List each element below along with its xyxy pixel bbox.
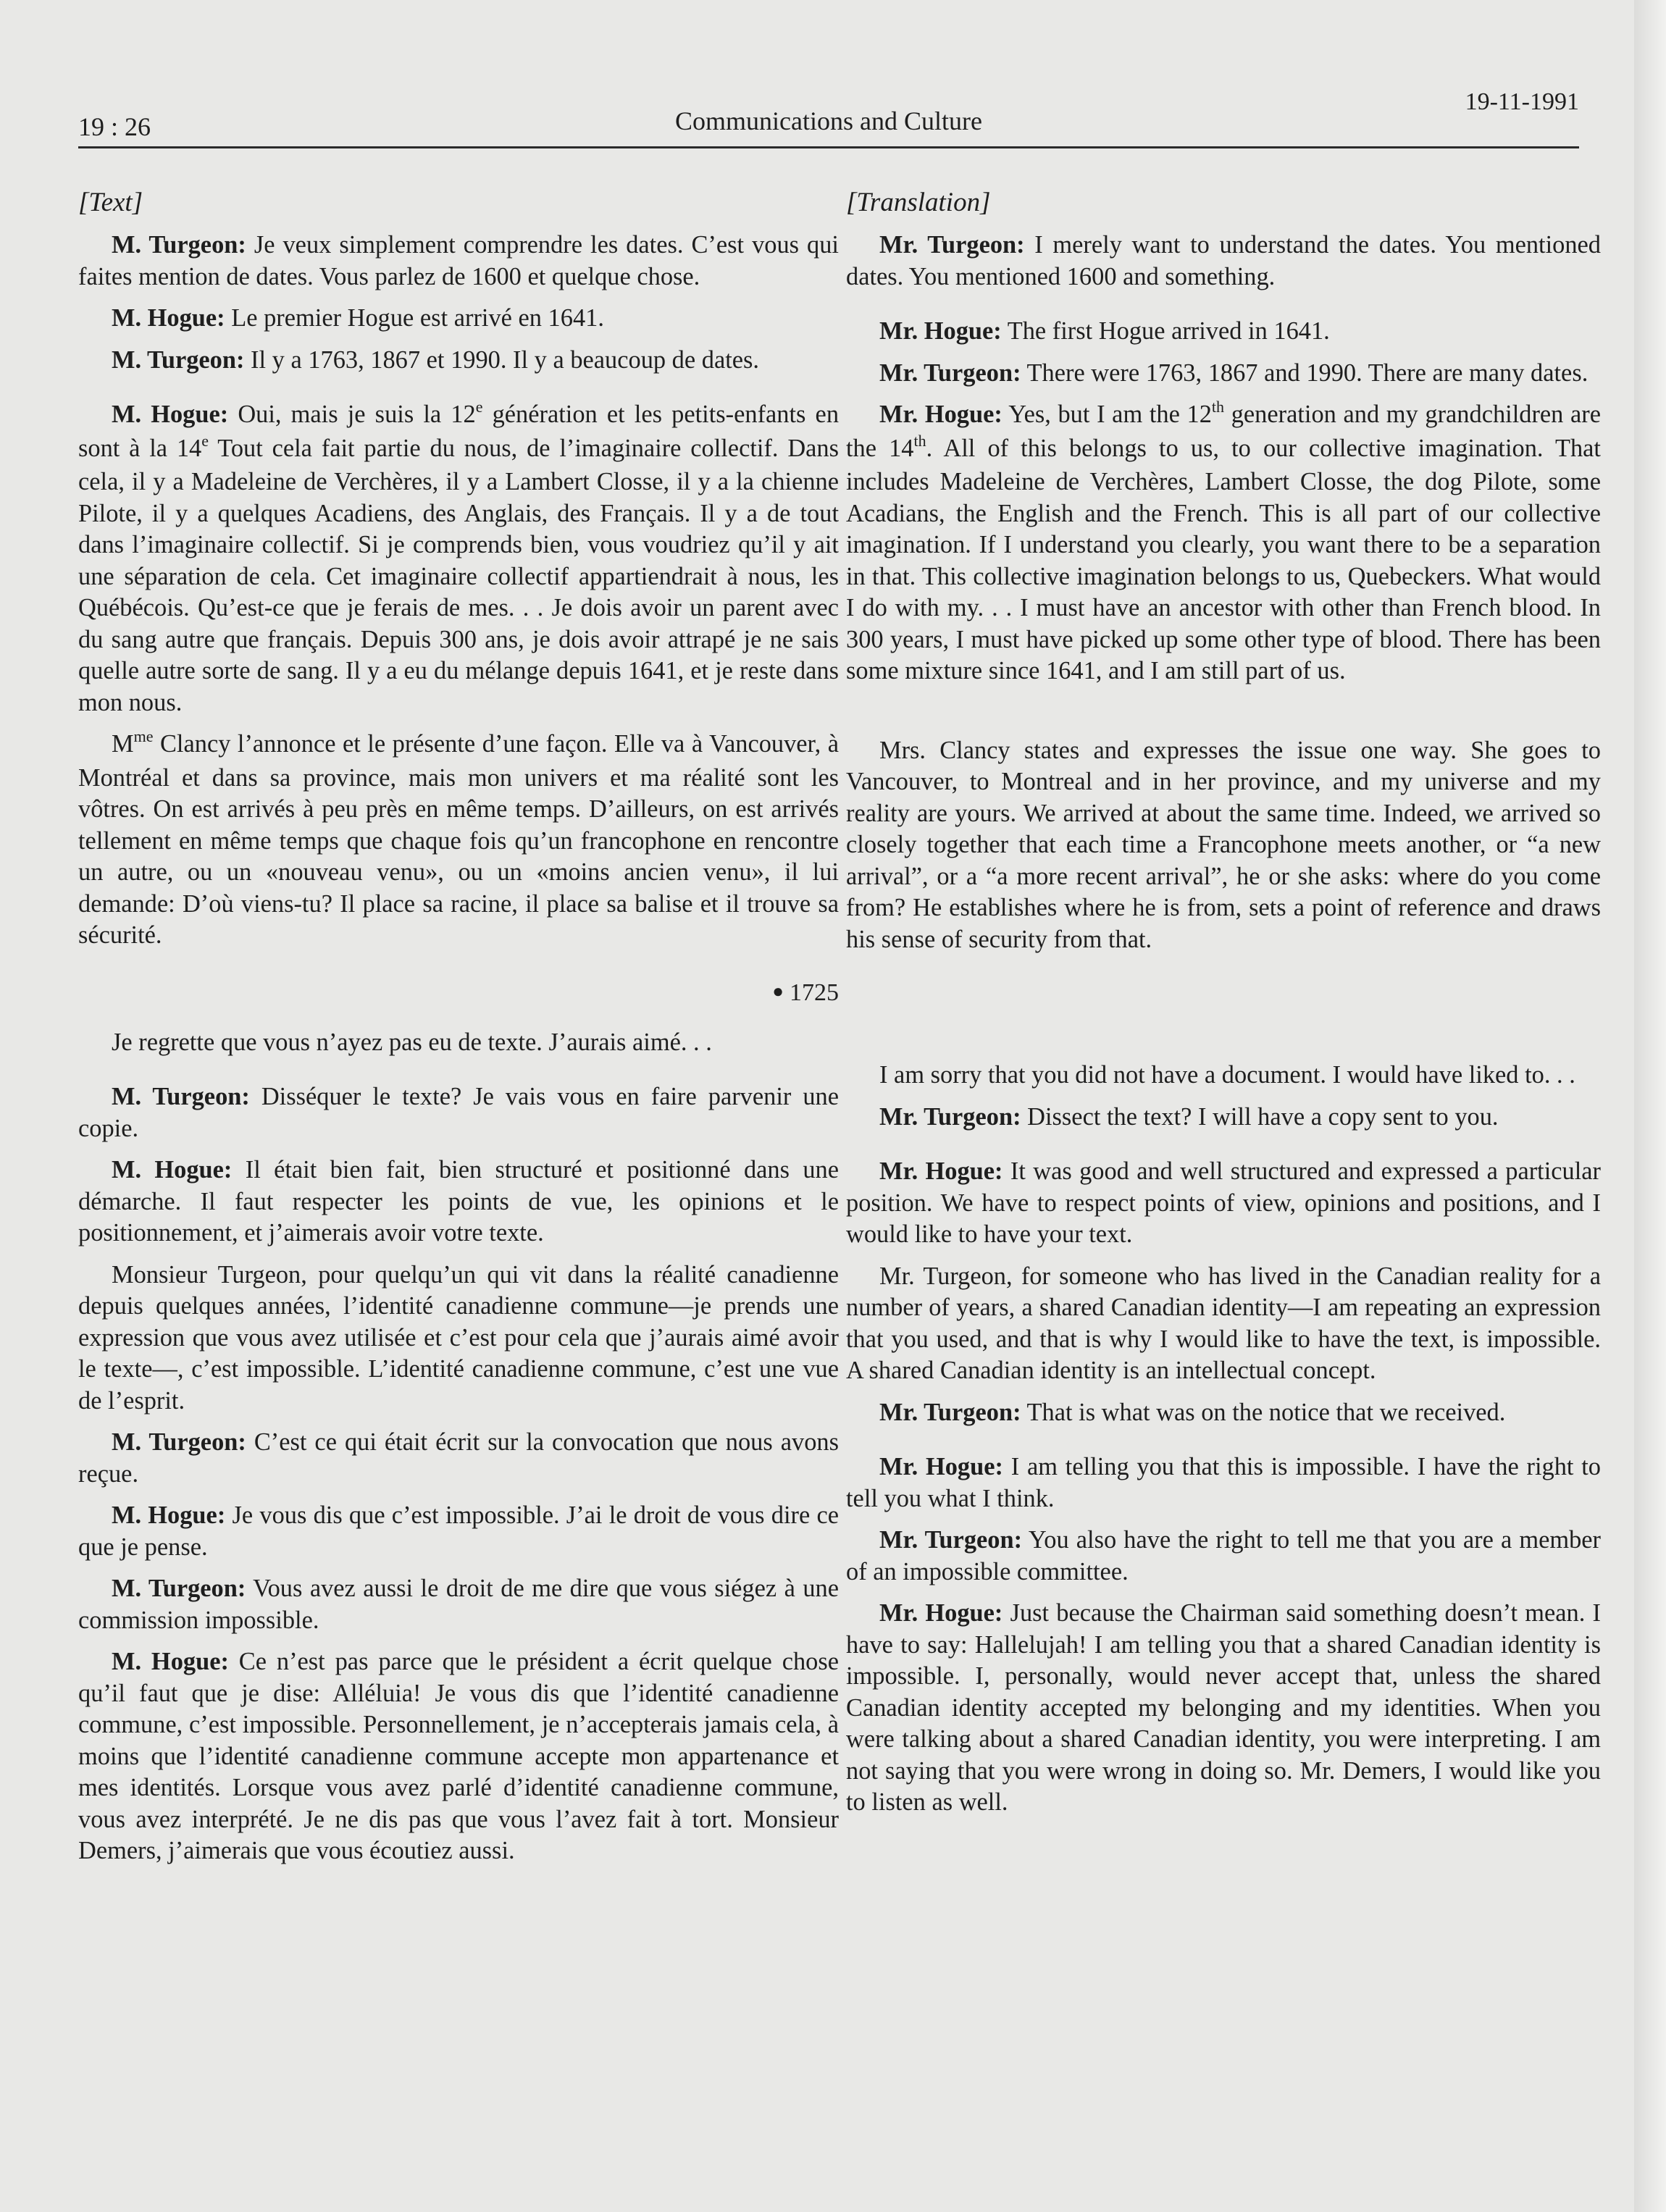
speech-text: generation and my grandchildren are the 14 xyxy=(846,401,1602,462)
paragraph xyxy=(846,1451,1601,1515)
speech-text: The first Hogue arrived in 1641. xyxy=(1001,317,1330,345)
column-label: [Text] xyxy=(78,188,143,217)
paragraph xyxy=(846,735,1601,956)
paragraph xyxy=(78,303,839,335)
translation-column xyxy=(846,187,1601,1829)
speech-text: You also have the right to tell me that you are a member of an impossible committee. xyxy=(846,1526,1601,1585)
speech-text: C’est ce qui était écrit sur la convocation que nous avons reçue. xyxy=(78,1428,839,1488)
speech-text: Monsieur Turgeon, pour quelqu’un qui vit dans la réalité canadienne depuis quelques années, l’identité canadienne commune—je prends une expression que vous avez utilisée et c’est pour cela que j’aurais aimé avoir le texte—, c’est impossible. L’identité canadienne commune, c’est une vue de l’esprit. xyxy=(78,1260,839,1415)
paragraph xyxy=(78,1646,839,1867)
paragraph xyxy=(78,1081,839,1144)
speech-text: Je regrette que vous n’ayez pas eu de texte. J’aurais aimé. . . xyxy=(112,1028,712,1056)
paragraph xyxy=(78,399,839,719)
speaker: Mr. Hogue: xyxy=(879,317,1002,345)
superscript: th xyxy=(913,431,926,450)
speech-text: I merely want to understand the dates. You mentioned dates. You mentioned 1600 and something. xyxy=(846,231,1602,290)
page-number: 19 : 26 xyxy=(78,112,151,141)
time-marker xyxy=(78,979,839,1007)
paragraph xyxy=(846,358,1601,390)
paragraph xyxy=(846,316,1601,348)
speaker: Mr. Turgeon: xyxy=(879,231,1025,259)
speaker: Mr. Turgeon: xyxy=(879,1102,1021,1131)
speech-text: Dissect the text? I will have a copy sent to you. xyxy=(1021,1102,1499,1131)
paragraph xyxy=(846,1598,1601,1819)
speech-text: It was good and well structured and expressed a particular position. We have to respect points of view, opinions and positions, and I would like to have your text. xyxy=(846,1157,1601,1248)
superscript: me xyxy=(133,727,154,745)
speech-text: Yes, but I am the 12 xyxy=(1002,401,1212,428)
time-marker-value: 1725 xyxy=(790,979,839,1006)
speech-text: Il y a 1763, 1867 et 1990. Il y a beaucoup de dates. xyxy=(244,345,760,374)
speaker: M. Hogue: xyxy=(112,304,225,332)
speech-text: Le premier Hogue est arrivé en 1641. xyxy=(225,304,604,332)
paragraph xyxy=(78,729,839,952)
speaker: Mr. Hogue: xyxy=(879,401,1002,428)
speech-text: I am sorry that you did not have a document. I would have liked to. . . xyxy=(879,1061,1575,1089)
superscript: e xyxy=(201,431,209,450)
speech-text: That is what was on the notice that we received. xyxy=(1021,1398,1506,1426)
paragraph xyxy=(846,1102,1601,1134)
paragraph xyxy=(846,230,1601,293)
speech-text: Just because the Chairman said something doesn’t mean. I have to say: Hallelujah! I am telling you that a shared Canadian identity is impossible. I, personally, would never accept that, unless the shared Canadian identity accepted my belonging and my identities. When you were talking about a shared Canadian identity, you were interpreting. I am not saying that you were wrong in doing so. Mr. Demers, I would like you to listen as well. xyxy=(846,1599,1602,1816)
paragraph xyxy=(78,1427,839,1490)
paragraph xyxy=(78,1573,839,1636)
speaker: M. Turgeon: xyxy=(112,1083,250,1110)
speaker: Mr. Turgeon: xyxy=(879,1526,1023,1554)
speech-text: . All of this belongs to us, to our collective imagination. That includes Madeleine de Verchères, Lambert Closse, the dog Pilote, some Acadians, the English and the French. This is all part of our collective imagination. If I understand you clearly, you want there to be a separation in that. This collective imagination belongs to us, Quebeckers. What would I do with my. . . I must have an ancestor with other than French blood. In 300 years, I must have picked up some other type of blood. There has been some mixture since 1641, and I am still part of us. xyxy=(846,434,1601,684)
speech-text: Tout cela fait partie du nous, de l’imaginaire collectif. Dans cela, il y a Madeleine de Verchères, il y a Lambert Closse, il y a la chienne Pilote, il y a quelques Acadiens, des Anglais, des Français. Il y a de tout dans l’imaginaire collectif. Si je comprends bien, vous voudriez qu’il y ait une séparation de cela. Cet imaginaire collectif appartiendrait à nous, les Québécois. Qu’est-ce que je ferais de mes. . . Je dois avoir un parent avec du sang autre que français. Depuis 300 ans, je dois avoir attrapé je ne sais quelle autre sorte de sang. Il y a eu du mélange depuis 1641, et je reste dans mon nous. xyxy=(78,434,839,716)
page-header xyxy=(78,88,1579,148)
bullet-icon: ● xyxy=(772,980,784,1002)
paragraph xyxy=(78,1500,839,1563)
speaker: M. Hogue: xyxy=(112,401,229,428)
paragraph xyxy=(846,1397,1601,1429)
speaker: Mr. Turgeon: xyxy=(879,1398,1021,1426)
superscript: th xyxy=(1211,398,1225,416)
speech-text: Mrs. Clancy states and expresses the issue one way. She goes to Vancouver, to Montreal and in her province, and my universe and my reality are yours. We arrived at about the same time. Indeed, we arrived so closely together that each time a Francophone meets another, or “a new arrival”, or a “a more recent arrival”, he or she asks: where do you come from? He establishes where he is from, sets a point of reference and draws his sense of security from that. xyxy=(846,736,1601,953)
speaker: Mr. Hogue: xyxy=(879,1157,1003,1185)
speech-text: Clancy l’annonce et le présente d’une façon. Elle va à Vancouver, à Montréal et dans sa province, mais mon univers et ma réalité sont les vôtres. On est arrivés à peu près en même temps. D’ailleurs, on est arrivés tellement en même temps que chaque fois qu’un francophone en rencontre un autre, ou un «nouveau venu», ou un «moins ancien venu», il lui demande: D’où viens-tu? Il place sa racine, il place sa balise et il trouve sa sécurité. xyxy=(78,730,839,949)
speaker: M. Hogue: xyxy=(112,1156,233,1183)
running-title: Communications and Culture xyxy=(675,106,982,135)
speaker: Mr. Hogue: xyxy=(879,1453,1003,1480)
speaker: M. Turgeon: xyxy=(112,1428,246,1456)
paragraph xyxy=(846,399,1601,687)
superscript: e xyxy=(475,398,483,416)
speech-text: Je veux simplement comprendre les dates. C’est vous qui faites mention de dates. Vous parlez de 1600 et quelque chose. xyxy=(78,231,839,290)
paragraph xyxy=(846,1261,1601,1387)
speaker: M. Hogue: xyxy=(112,1648,229,1675)
paragraph xyxy=(846,1156,1601,1251)
speaker: M. Turgeon: xyxy=(112,345,245,374)
speaker: M. Turgeon: xyxy=(112,231,246,259)
speech-text: Je vous dis que c’est impossible. J’ai le droit de vous dire ce que je pense. xyxy=(78,1501,840,1561)
speech-text: Disséquer le texte? Je vais vous en faire parvenir une copie. xyxy=(78,1083,839,1142)
speech-text: Mr. Turgeon, for someone who has lived in the Canadian reality for a number of years, a shared Canadian identity—I am repeating an expression that you used, and that is why I would like to have the text, is impossible. A shared Canadian identity is an intellectual concept. xyxy=(846,1262,1601,1384)
speech-text: Il était bien fait, bien structuré et positionné dans une démarche. Il faut respecter les points de vue, les opinions et le positionnement, et j’aimerais avoir votre texte. xyxy=(78,1156,839,1247)
speech-text: Oui, mais je suis la 12 xyxy=(228,401,476,428)
column-label: [Translation] xyxy=(846,188,991,217)
speech-text: Ce n’est pas parce que le président a écrit quelque chose qu’il faut que je dise: Alléluia! Je vous dis que l’identité canadienne commune, c’est impossible. Personnellement, je n’accepterais jamais cela, à moins que l’identité canadienne commune accepte mon appartenance et mes identités. Lorsque vous avez parlé d’identité canadienne commune, vous avez interprété. Je ne dis pas que vous l’avez fait à tort. Monsieur Demers, j’aimerais que vous écoutiez aussi. xyxy=(78,1648,839,1864)
page-edge xyxy=(1634,0,1666,2212)
speaker: Mr. Turgeon: xyxy=(879,359,1021,387)
speaker: M. Hogue: xyxy=(112,1501,226,1529)
paragraph xyxy=(78,1155,839,1249)
french-column xyxy=(78,187,839,1877)
header-date: 19-11-1991 xyxy=(1465,88,1579,115)
paragraph xyxy=(78,230,839,293)
speech-text: génération et les petits-enfants en sont à la 14 xyxy=(78,401,840,462)
paragraph xyxy=(78,1027,839,1059)
speaker: Mr. Hogue: xyxy=(879,1599,1003,1627)
speech-text: M xyxy=(112,730,134,758)
speech-text: Vous avez aussi le droit de me dire que vous siégez à une commission impossible. xyxy=(78,1575,839,1634)
paragraph xyxy=(846,1060,1601,1092)
speaker: M. Turgeon: xyxy=(112,1575,246,1602)
paragraph xyxy=(78,345,839,377)
paragraph xyxy=(846,1525,1601,1588)
paragraph xyxy=(78,1260,839,1417)
speech-text: I am telling you that this is impossible. I have the right to tell you what I think. xyxy=(846,1453,1601,1512)
speech-text: There were 1763, 1867 and 1990. There are many dates. xyxy=(1021,359,1588,387)
